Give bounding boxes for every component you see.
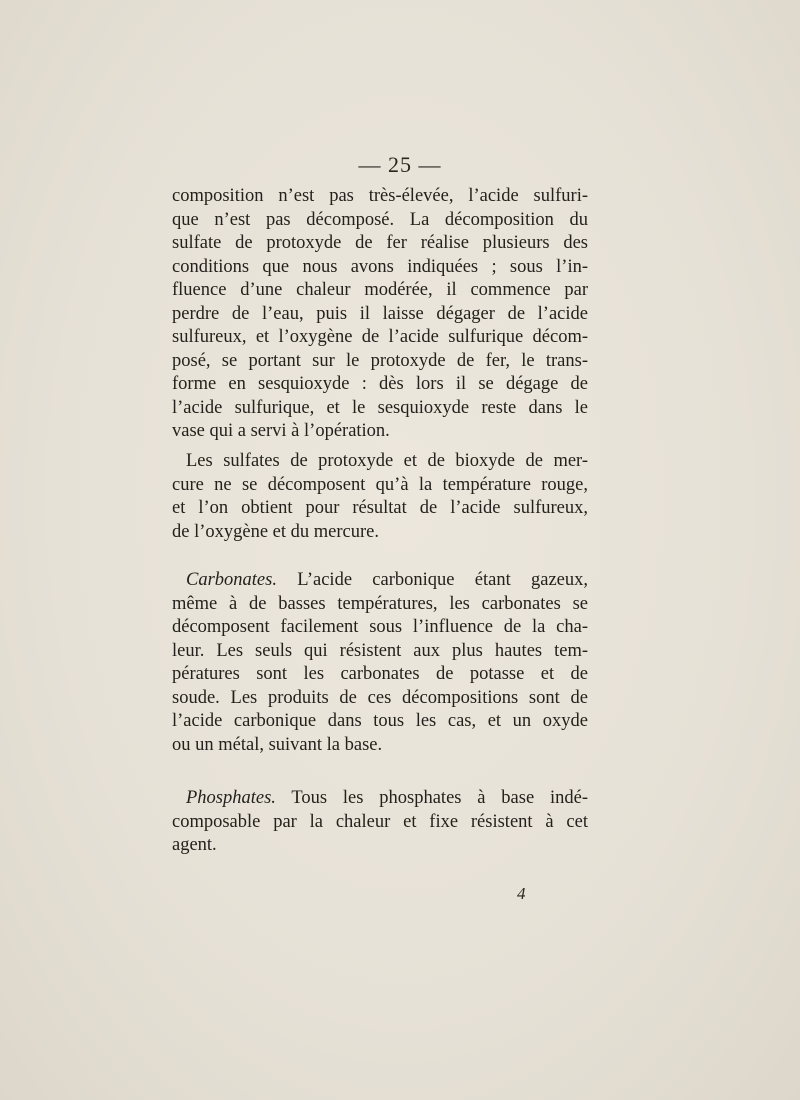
text-line xyxy=(172,787,588,811)
text-line: soude. Les produits de ces décompositions sont de xyxy=(172,687,588,708)
text-line: sulfureux, et l’oxygène de l’acide sulfurique décom- xyxy=(172,327,588,347)
text-line: vase qui a servi à l’opération. xyxy=(172,421,390,441)
text-line: agent. xyxy=(172,835,217,855)
section-heading-carbonates: Carbonates. xyxy=(186,570,277,590)
text-line: forme en sesquioxyde : dès lors il se dégage de xyxy=(172,374,588,394)
paragraph-carbonates xyxy=(172,569,588,757)
text-line: conditions que nous avons indiquées ; sous l’in- xyxy=(172,256,588,277)
paragraph-sulfate-continuation xyxy=(172,185,588,444)
text-line: cure ne se décomposent qu’à la température rouge, xyxy=(172,474,588,495)
text-line: l’acide sulfurique, et le sesquioxyde reste dans le xyxy=(172,397,588,418)
paragraph-phosphates xyxy=(172,787,588,858)
signature-mark: 4 xyxy=(517,884,526,903)
text-line-rest: L’acide carbonique étant gazeux, xyxy=(276,570,588,590)
text-line: l’acide carbonique dans tous les cas, et un oxyde xyxy=(172,711,588,731)
text-line: perdre de l’eau, puis il laisse dégager de l’acide xyxy=(172,303,588,324)
page-number-header: — 25 — xyxy=(358,152,442,177)
text-line: leur. Les seuls qui résistent aux plus hautes tem- xyxy=(172,640,588,661)
text-line: même à de basses températures, les carbonates se xyxy=(172,593,588,614)
text-line: que n’est pas décomposé. La décomposition du xyxy=(172,209,588,230)
text-line: et l’on obtient pour résultat de l’acide sulfureux, xyxy=(172,498,588,518)
text-line: Les sulfates de protoxyde et de bioxyde de mer- xyxy=(186,451,588,471)
text-line: de l’oxygène et du mercure. xyxy=(172,521,380,542)
text-line xyxy=(172,569,588,593)
text-line: posé, se portant sur le protoxyde de fer, le trans- xyxy=(172,350,588,371)
section-heading-phosphates: Phosphates. xyxy=(186,788,276,808)
text-line-rest: Tous les phosphates à base indé- xyxy=(275,788,588,808)
text-line: composable par la chaleur et fixe résistent à cet xyxy=(172,811,588,832)
text-line: sulfate de protoxyde de fer réalise plusieurs des xyxy=(172,233,588,253)
text-line: décomposent facilement sous l’influence de la cha- xyxy=(172,617,588,637)
text-line: ou un métal, suivant la base. xyxy=(172,734,383,755)
paragraph-mercury-sulfates xyxy=(172,450,588,544)
text-line: pératures sont les carbonates de potasse et de xyxy=(172,664,588,684)
text-line: composition n’est pas très-élevée, l’acide sulfuri- xyxy=(172,186,588,206)
text-line: fluence d’une chaleur modérée, il commence par xyxy=(172,280,588,300)
